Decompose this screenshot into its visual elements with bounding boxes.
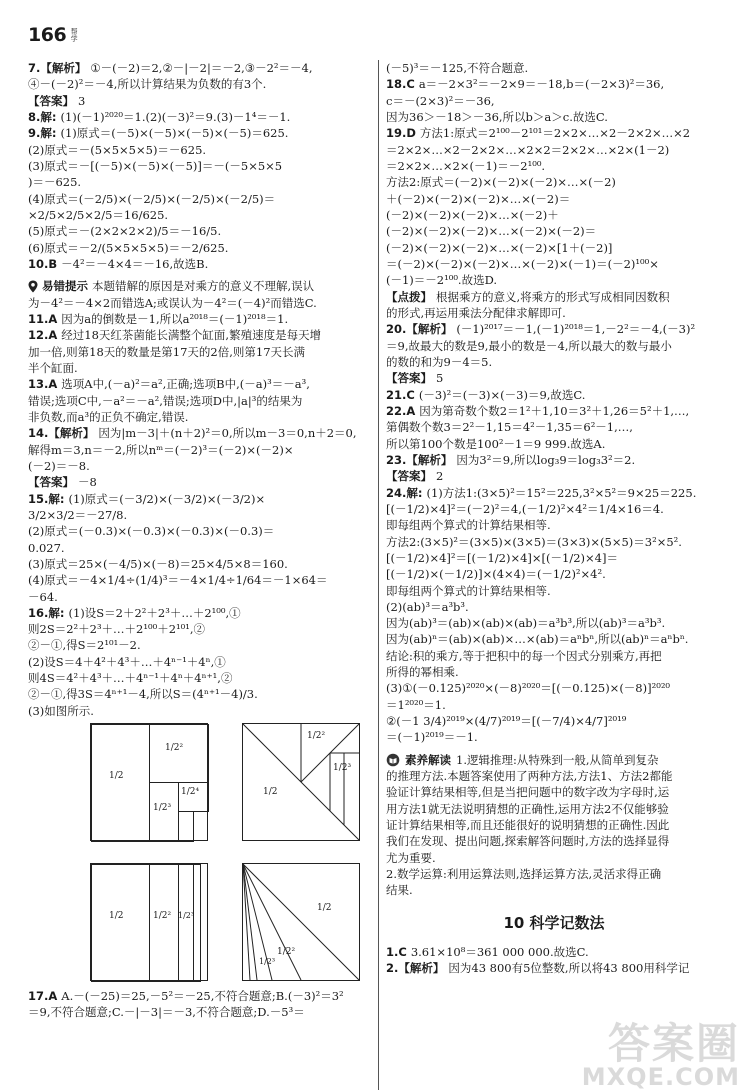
tip-line: 本题错解的原因是对乘方的意义不理解,误认: [92, 279, 315, 294]
answer-line: [386, 387, 722, 403]
figure-lines: [243, 724, 359, 840]
question-number: 22.: [386, 403, 407, 418]
answer-tag: 【答案】: [28, 93, 74, 108]
answer-tag: A: [406, 403, 416, 418]
answer-text: －8: [78, 475, 97, 490]
section-title: [386, 913, 722, 934]
question-number: 24.: [386, 485, 407, 500]
page-header: [28, 22, 77, 49]
answer-line: [28, 556, 372, 572]
answer-tag: 解:: [48, 605, 65, 620]
answer-line: [386, 223, 722, 239]
literacy-line: 验证计算结果相等,但是当把问题中的数字改为字母时,运: [386, 785, 670, 800]
answer-line: [386, 125, 722, 141]
figure-label: 1/2⁴: [181, 787, 200, 798]
section-name: 科学记数法: [529, 913, 605, 932]
answer-line: [386, 370, 722, 386]
answer-line: [386, 191, 722, 207]
answer-tag: 【解析】: [406, 452, 453, 467]
answer-text: 结论:积的乘方,等于把积中的每一个因式分别乘方,再把: [386, 648, 662, 663]
right-column: [386, 60, 722, 1091]
answer-text: 方法2:原式＝(－2)×(－2)×(－2)×…×(－2): [386, 175, 616, 190]
literacy-line: 的推理方法.本题答案使用了两种方法,方法1、方法2都能: [386, 769, 673, 784]
answer-line: [28, 109, 372, 125]
answer-line: [28, 191, 372, 207]
figure-label: 1/2³: [178, 911, 195, 921]
answer-line: [386, 583, 722, 599]
answer-line: [28, 223, 372, 239]
answer-line: [386, 272, 722, 288]
answer-line: [386, 534, 722, 550]
answer-line: [28, 621, 372, 637]
answer-text: 3/2×3/2＝－27/8.: [28, 507, 128, 522]
answer-line: [386, 321, 722, 337]
figure-square-c: [90, 863, 208, 981]
answer-text: 因为|m－3|＋(n＋2)²＝0,所以m－3＝0,n＋2＝0,: [98, 426, 357, 441]
answer-line: [28, 474, 372, 490]
answer-tag: 解:: [48, 491, 65, 506]
answer-tag: 解:: [406, 485, 423, 500]
answer-text: 0.027.: [28, 540, 65, 555]
question-number: 13.: [28, 377, 49, 392]
answer-tag: A: [48, 377, 58, 392]
tip-line: 为－4²＝－4×2而错选A;或误认为－4²＝(－4)²而错选C.: [28, 295, 317, 310]
answer-text: 即每组两个算式的计算结果相等.: [386, 518, 551, 533]
answer-text: (2)设S＝4＋4²＋4³＋…＋4ⁿ⁻¹＋4ⁿ,①: [28, 654, 226, 669]
left-answers-3: [28, 988, 372, 1021]
literacy-title: 素养解读: [405, 752, 451, 767]
answer-text: 因为(ab)ⁿ＝(ab)×(ab)×…×(ab)＝aⁿbⁿ,所以(ab)ⁿ＝aⁿbⁿ.: [386, 632, 689, 647]
literacy-line: 证计算结果相等,而且还能很好的说明猜想的正确性.因此: [386, 818, 670, 833]
question-number: 15.: [28, 491, 49, 506]
answer-line: [386, 664, 722, 680]
answer-tag: 【点拨】: [386, 289, 432, 304]
question-number: 14.: [28, 426, 49, 441]
answer-line: [386, 648, 722, 664]
answer-line: [386, 354, 722, 370]
answer-text: [(－1/2)×4]²＝(－2)²＝4,(－1/2)²×4²＝1/4×16＝4.: [386, 501, 664, 516]
answer-line: [28, 523, 372, 539]
watermark-logo: [581, 1019, 740, 1091]
answer-text: ＋(－2)×(－2)×(－2)×…×(－2)＝: [386, 191, 571, 206]
figure-region: [149, 864, 179, 982]
figure-region: [178, 864, 194, 982]
answer-tag: 【答案】: [386, 469, 432, 484]
answer-text: (6)原式＝－2/(5×5×5×5)＝－2/625.: [28, 240, 229, 255]
answer-line: [386, 452, 722, 468]
answer-line: [386, 566, 722, 582]
answer-text: (2)原式＝－(5×5×5×5)＝－625.: [28, 142, 207, 157]
answer-line: [28, 654, 372, 670]
question-number: 1.: [386, 945, 399, 960]
answer-text: 则2S＝2²＋2³＋…＋2¹⁰⁰＋2¹⁰¹,②: [28, 622, 205, 637]
answer-line: [386, 338, 722, 354]
literacy-line: 我们在发现、提出问题,探索解答问题时,方法的选择显得: [386, 834, 670, 849]
answer-line: [28, 442, 372, 458]
answer-text: [(－1/2)×4]²＝[(－1/2)×4]×[(－1/2)×4]＝: [386, 550, 618, 565]
right-answers-2: [386, 944, 722, 977]
answer-text: ＝2×2×…×2－2×2×…×2×2＝2×2×…×2×(1－2): [386, 142, 670, 157]
answer-line: [28, 76, 372, 92]
figure-region: [193, 864, 201, 982]
literacy-line: 尤为重要.: [386, 850, 436, 865]
question-number: 10.: [28, 256, 49, 271]
answer-line: [386, 403, 722, 419]
literacy-body: [386, 768, 722, 899]
answer-text: ＝9,故最大的数是9,最小的数是－4,所以最大的数与最小: [386, 338, 672, 353]
answer-line: [386, 109, 722, 125]
answer-text: ＝2×2×…×2×(－1)＝－2¹⁰⁰.: [386, 158, 546, 173]
answer-tag: A: [48, 989, 58, 1004]
answer-text: 解得m＝3,n＝－2,所以nᵐ＝(－2)³＝(－2)×(－2)×: [28, 442, 294, 457]
answer-text: (5)原式＝－(2×2×2×2)/5＝－16/5.: [28, 224, 222, 239]
answer-text: )＝－625.: [28, 175, 82, 190]
answer-line: [28, 507, 372, 523]
answer-line: [386, 615, 722, 631]
answer-text: 第偶数个数3＝2²－1,15＝4²－1,35＝6²－1,…,: [386, 420, 633, 435]
answer-line: [386, 419, 722, 435]
answer-tag: C: [406, 387, 415, 402]
answer-text: (4)原式＝(－2/5)×(－2/5)×(－2/5)×(－2/5)＝: [28, 191, 276, 206]
answer-text: ②－①,得3S＝4ⁿ⁺¹－4,所以S＝(4ⁿ⁺¹－4)/3.: [28, 687, 258, 702]
answer-text: 非负数,而a³的正负不确定,错误.: [28, 409, 189, 424]
tip-header: [28, 278, 372, 294]
answer-text: 所得的幂相乘.: [386, 665, 459, 680]
answer-line: [28, 240, 372, 256]
answer-text: a＝－2×3²＝－2×9＝－18,b＝(－2×3)²＝36,: [418, 77, 665, 92]
question-number: 2.: [386, 961, 399, 976]
answer-text: ④－(－2)²＝－4,所以计算结果为负数的有3个.: [28, 77, 267, 92]
book-icon: [386, 753, 400, 767]
answer-text: (3)如图所示.: [28, 703, 94, 718]
left-answers-2: [28, 311, 372, 719]
tip-title: 易错提示: [42, 279, 88, 294]
answer-line: [386, 207, 722, 223]
answer-text: ②－①,得S＝2¹⁰¹－2.: [28, 638, 141, 653]
figure-label: 1/2²: [307, 731, 326, 742]
answer-line: [386, 485, 722, 501]
answer-text: 则4S＝4²＋4³＋…＋4ⁿ⁻¹＋4ⁿ＋4ⁿ⁺¹,②: [28, 671, 233, 686]
figure-square-d: [242, 863, 360, 981]
section-number: 10: [503, 913, 525, 932]
answer-line: [28, 174, 372, 190]
answer-line: [386, 697, 722, 713]
answer-line: [386, 960, 722, 976]
location-pin-icon: [28, 280, 38, 293]
left-answers: [28, 60, 372, 272]
answer-line: [386, 631, 722, 647]
answer-text: ＝9,不符合题意;C.－|－3|＝－3,不符合题意;D.－5³＝: [28, 1005, 305, 1020]
figure-label: 1/2²: [153, 911, 172, 922]
literacy-box: [386, 752, 722, 899]
answer-line: [28, 409, 372, 425]
figure-label: 1/2: [317, 903, 332, 914]
figure-region: [91, 724, 150, 842]
answer-text: (－1)²⁰¹⁷＝－1,(－1)²⁰¹⁸＝1,－2²＝－4,(－3)²: [456, 322, 696, 337]
answer-line: [28, 376, 372, 392]
answer-tag: 【解析】: [398, 961, 445, 976]
answer-line: [28, 60, 372, 76]
answer-text: 3.61×10⁸＝361 000 000.故选C.: [410, 945, 589, 960]
answer-text: 经过18天红茶菌能长满整个缸面,繁殖速度是每天增: [61, 328, 322, 343]
answer-tag: 【解析】: [48, 426, 95, 441]
question-number: 21.: [386, 387, 407, 402]
figure-label: 1/2: [109, 911, 124, 922]
answer-line: [386, 93, 722, 109]
answer-text: 因为第奇数个数2＝1²＋1,10＝3²＋1,26＝5²＋1,…,: [419, 403, 690, 418]
left-column: [28, 60, 372, 1091]
answer-line: [386, 550, 722, 566]
watermark-url: MXQE.COM: [581, 1063, 740, 1091]
answer-text: (1)(－1)²⁰²⁰＝1.(2)(－3)²＝9.(3)－1⁴＝－1.: [60, 109, 291, 124]
answer-text: 的数的和为9－4＝5.: [386, 354, 493, 369]
question-number: 7.: [28, 61, 41, 75]
answer-text: (－2)×(－2)×(－2)×…×(－2)×[1＋(－2)]: [386, 240, 613, 255]
answer-text: ＝1²⁰²⁰＝1.: [386, 697, 446, 712]
page-number: 166: [28, 24, 67, 46]
answer-tag: 解:: [40, 109, 57, 124]
answer-line: [28, 589, 372, 605]
literacy-line: 用方法1就无法说明猜想的正确性,运用方法2不仅能够验: [386, 801, 669, 816]
question-number: 8.: [28, 109, 41, 124]
answer-line: [386, 501, 722, 517]
figure-square-b: [242, 723, 360, 841]
answer-line: [386, 944, 722, 960]
question-number: 20.: [386, 322, 407, 337]
answer-line: [28, 327, 372, 343]
question-number: 12.: [28, 328, 49, 343]
answer-line: [28, 125, 372, 141]
answer-line: [386, 142, 722, 158]
answer-text: 5: [436, 371, 444, 386]
answer-text: 方法2:(3×5)²＝(3×5)×(3×5)＝(3×3)×(5×5)＝3²×5².: [386, 534, 682, 549]
answer-line: [28, 458, 372, 474]
question-number: 18.: [386, 77, 407, 92]
answer-text: 因为36＞－18＞－36,所以b＞a＞c.故选C.: [386, 109, 608, 124]
answer-text: (－2)×(－2)×(－2)×…×(－2)×(－2)＝: [386, 224, 597, 239]
answer-text: 因为a的倒数是－1,所以a²⁰¹⁸＝(－1)²⁰¹⁸＝1.: [61, 311, 289, 326]
answer-line: [28, 425, 372, 441]
answer-text: 因为(ab)³＝(ab)×(ab)×(ab)＝a³b³,所以(ab)³＝a³b³.: [386, 616, 666, 631]
answer-tag: A: [48, 311, 58, 326]
answer-text: 加一倍,则第18天的数量是第17天的2倍,则第17天长满: [28, 344, 306, 359]
answer-text: (3)原式＝25×(－4/5)×(－8)＝25×4/5×8＝160.: [28, 556, 288, 571]
answer-line: [28, 1004, 372, 1020]
answer-line: [28, 540, 372, 556]
figure-group: [28, 723, 372, 988]
answer-text: (1)原式＝(－5)×(－5)×(－5)×(－5)＝625.: [60, 126, 289, 141]
answer-text: 的形式,再运用乘法分配律求解即可.: [386, 305, 566, 320]
answer-line: [386, 158, 722, 174]
answer-text: －4²＝－4×4＝－16,故选B.: [61, 256, 209, 271]
answer-text: 2: [436, 469, 444, 484]
tip-box: [28, 278, 372, 311]
answer-text: (1)设S＝2＋2²＋2³＋…＋2¹⁰⁰,①: [68, 605, 241, 620]
answer-line: [28, 393, 372, 409]
answer-tag: 【解析】: [40, 61, 87, 75]
question-number: 11.: [28, 311, 49, 326]
answer-text: 半个缸面.: [28, 360, 78, 375]
answer-text: 因为43 800有5位整数,所以将43 800用科学记: [448, 961, 690, 976]
answer-line: [386, 436, 722, 452]
answer-line: [386, 289, 722, 305]
answer-text: 所以第100个数是100²－1＝9 999.故选A.: [386, 436, 606, 451]
answer-tag: B: [48, 256, 58, 271]
answer-text: (－1)＝－2¹⁰⁰.故选D.: [386, 273, 498, 288]
answer-line: [386, 60, 722, 76]
answer-line: [28, 988, 372, 1004]
answer-line: [386, 76, 722, 92]
answer-text: ＝(－2)×(－2)×(－2)×…×(－2)×(－1)＝(－2)¹⁰⁰×: [386, 256, 659, 271]
answer-line: [28, 637, 372, 653]
answer-tag: C: [398, 945, 407, 960]
answer-line: [386, 729, 722, 745]
answer-tag: 【答案】: [28, 475, 74, 490]
answer-line: [386, 256, 722, 272]
answer-line: [386, 680, 722, 696]
answer-line: [28, 93, 372, 109]
answer-tag: 解:: [40, 126, 57, 141]
answer-text: 根据乘方的意义,将乘方的形式写成相同因数积: [436, 289, 670, 304]
figure-label: 1/2³: [153, 803, 172, 814]
figure-label: 1/2³: [333, 763, 352, 774]
answer-text: (－2)＝－8.: [28, 458, 90, 473]
answer-line: [28, 491, 372, 507]
answer-text: (－5)³＝－125,不符合题意.: [386, 61, 529, 75]
figure-label: 1/2²: [165, 743, 184, 754]
answer-text: 错误;选项C中,－a²＝－a²,错误;选项D中,|a|³的结果为: [28, 393, 303, 408]
answer-text: 选项A中,(－a)²＝a²,正确;选项B中,(－a)³＝－a³,: [61, 377, 310, 392]
answer-line: [28, 670, 372, 686]
answer-text: (3)原式＝－[(－5)×(－5)×(－5)]＝－(－5×5×5: [28, 158, 283, 173]
answer-text: (－3)²＝(－3)×(－3)＝9,故选C.: [418, 387, 586, 402]
answer-text: ×2/5×2/5×2/5＝16/625.: [28, 207, 169, 222]
answer-line: [386, 305, 722, 321]
answer-line: [28, 344, 372, 360]
answer-line: [386, 713, 722, 729]
answer-text: [(－1/2)×(－1/2)]×(4×4)＝(－1/2)²×4².: [386, 567, 606, 582]
question-number: 16.: [28, 605, 49, 620]
question-number: 9.: [28, 126, 41, 141]
answer-text: ②(－1 3/4)²⁰¹⁹×(4/7)²⁰¹⁹＝[(－7/4)×4/7]²⁰¹⁹: [386, 714, 627, 729]
answer-line: [28, 686, 372, 702]
figure-region: [178, 811, 194, 842]
figure-label: 1/2²: [277, 947, 296, 958]
answer-line: [28, 605, 372, 621]
answer-text: (－2)×(－2)×(－2)×…×(－2)＋: [386, 207, 559, 222]
answer-text: (1)方法1:(3×5)²＝15²＝225,3²×5²＝9×25＝225.: [426, 485, 697, 500]
question-number: 19.: [386, 126, 407, 141]
figure-label: 1/2: [263, 787, 278, 798]
answer-text: －64.: [28, 589, 58, 604]
answer-text: (2)(ab)³＝a³b³.: [386, 599, 469, 614]
answer-tag: A: [48, 328, 58, 343]
answer-line: [28, 703, 372, 719]
figure-region: [91, 864, 150, 982]
answer-line: [28, 311, 372, 327]
answer-text: 因为3²＝9,所以log₃9＝log₃3²＝2.: [456, 452, 636, 467]
answer-text: ①－(－2)＝2,②－|－2|＝－2,③－2²＝－4,: [90, 61, 313, 75]
answer-line: [386, 599, 722, 615]
watermark-text: 答案圈: [607, 1019, 740, 1068]
question-number: 17.: [28, 989, 49, 1004]
answer-line: [386, 468, 722, 484]
answer-line: [28, 572, 372, 588]
answer-line: [28, 207, 372, 223]
literacy-line: 1.逻辑推理:从特殊到一般,从简单到复杂: [456, 752, 659, 767]
answer-line: [28, 360, 372, 376]
answer-text: A.－(－25)＝25,－5²＝－25,不符合题意;B.(－3)²＝3²: [61, 989, 344, 1004]
answer-tag: 【答案】: [386, 371, 432, 386]
answer-text: ＝(－1)²⁰¹⁹＝－1.: [386, 730, 478, 745]
right-answers: [386, 60, 722, 746]
answer-text: 即每组两个算式的计算结果相等.: [386, 583, 551, 598]
answer-line: [28, 158, 372, 174]
answer-line: [386, 174, 722, 190]
figure-label: 1/2: [109, 771, 124, 782]
figure-label: 1/2³: [259, 957, 276, 967]
answer-text: (3)①(－0.125)²⁰²⁰×(－8)²⁰²⁰＝[(－0.125)×(－8)]²⁰²⁰: [386, 681, 671, 696]
answer-line: [28, 142, 372, 158]
answer-text: 方法1:原式＝2¹⁰⁰－2¹⁰¹＝2×2×…×2－2×2×…×2: [419, 126, 691, 141]
literacy-header: [386, 752, 722, 768]
answer-text: (2)原式＝(－0.3)×(－0.3)×(－0.3)×(－0.3)＝: [28, 524, 275, 539]
answer-line: [386, 240, 722, 256]
figure-square-a: [90, 723, 208, 841]
answer-line: [386, 517, 722, 533]
answer-tag: D: [406, 126, 416, 141]
literacy-line: 2.数学运算:利用运算法则,选择运算方法,灵活求得正确: [386, 867, 662, 882]
answer-text: (4)原式＝－4×1/4÷(1/4)³＝－4×1/4÷1/64＝－1×64＝: [28, 573, 328, 588]
column-divider: [378, 60, 379, 1090]
page-tag: 帮学: [70, 28, 79, 43]
answer-tag: C: [406, 77, 415, 92]
answer-text: (1)原式＝(－3/2)×(－3/2)×(－3/2)×: [68, 491, 266, 506]
answer-text: c＝－(2×3)²＝－36,: [386, 93, 495, 108]
answer-text: 3: [78, 93, 86, 108]
question-number: 23.: [386, 452, 407, 467]
literacy-line: 结果.: [386, 883, 413, 898]
answer-line: [28, 256, 372, 272]
answer-tag: 【解析】: [406, 322, 453, 337]
